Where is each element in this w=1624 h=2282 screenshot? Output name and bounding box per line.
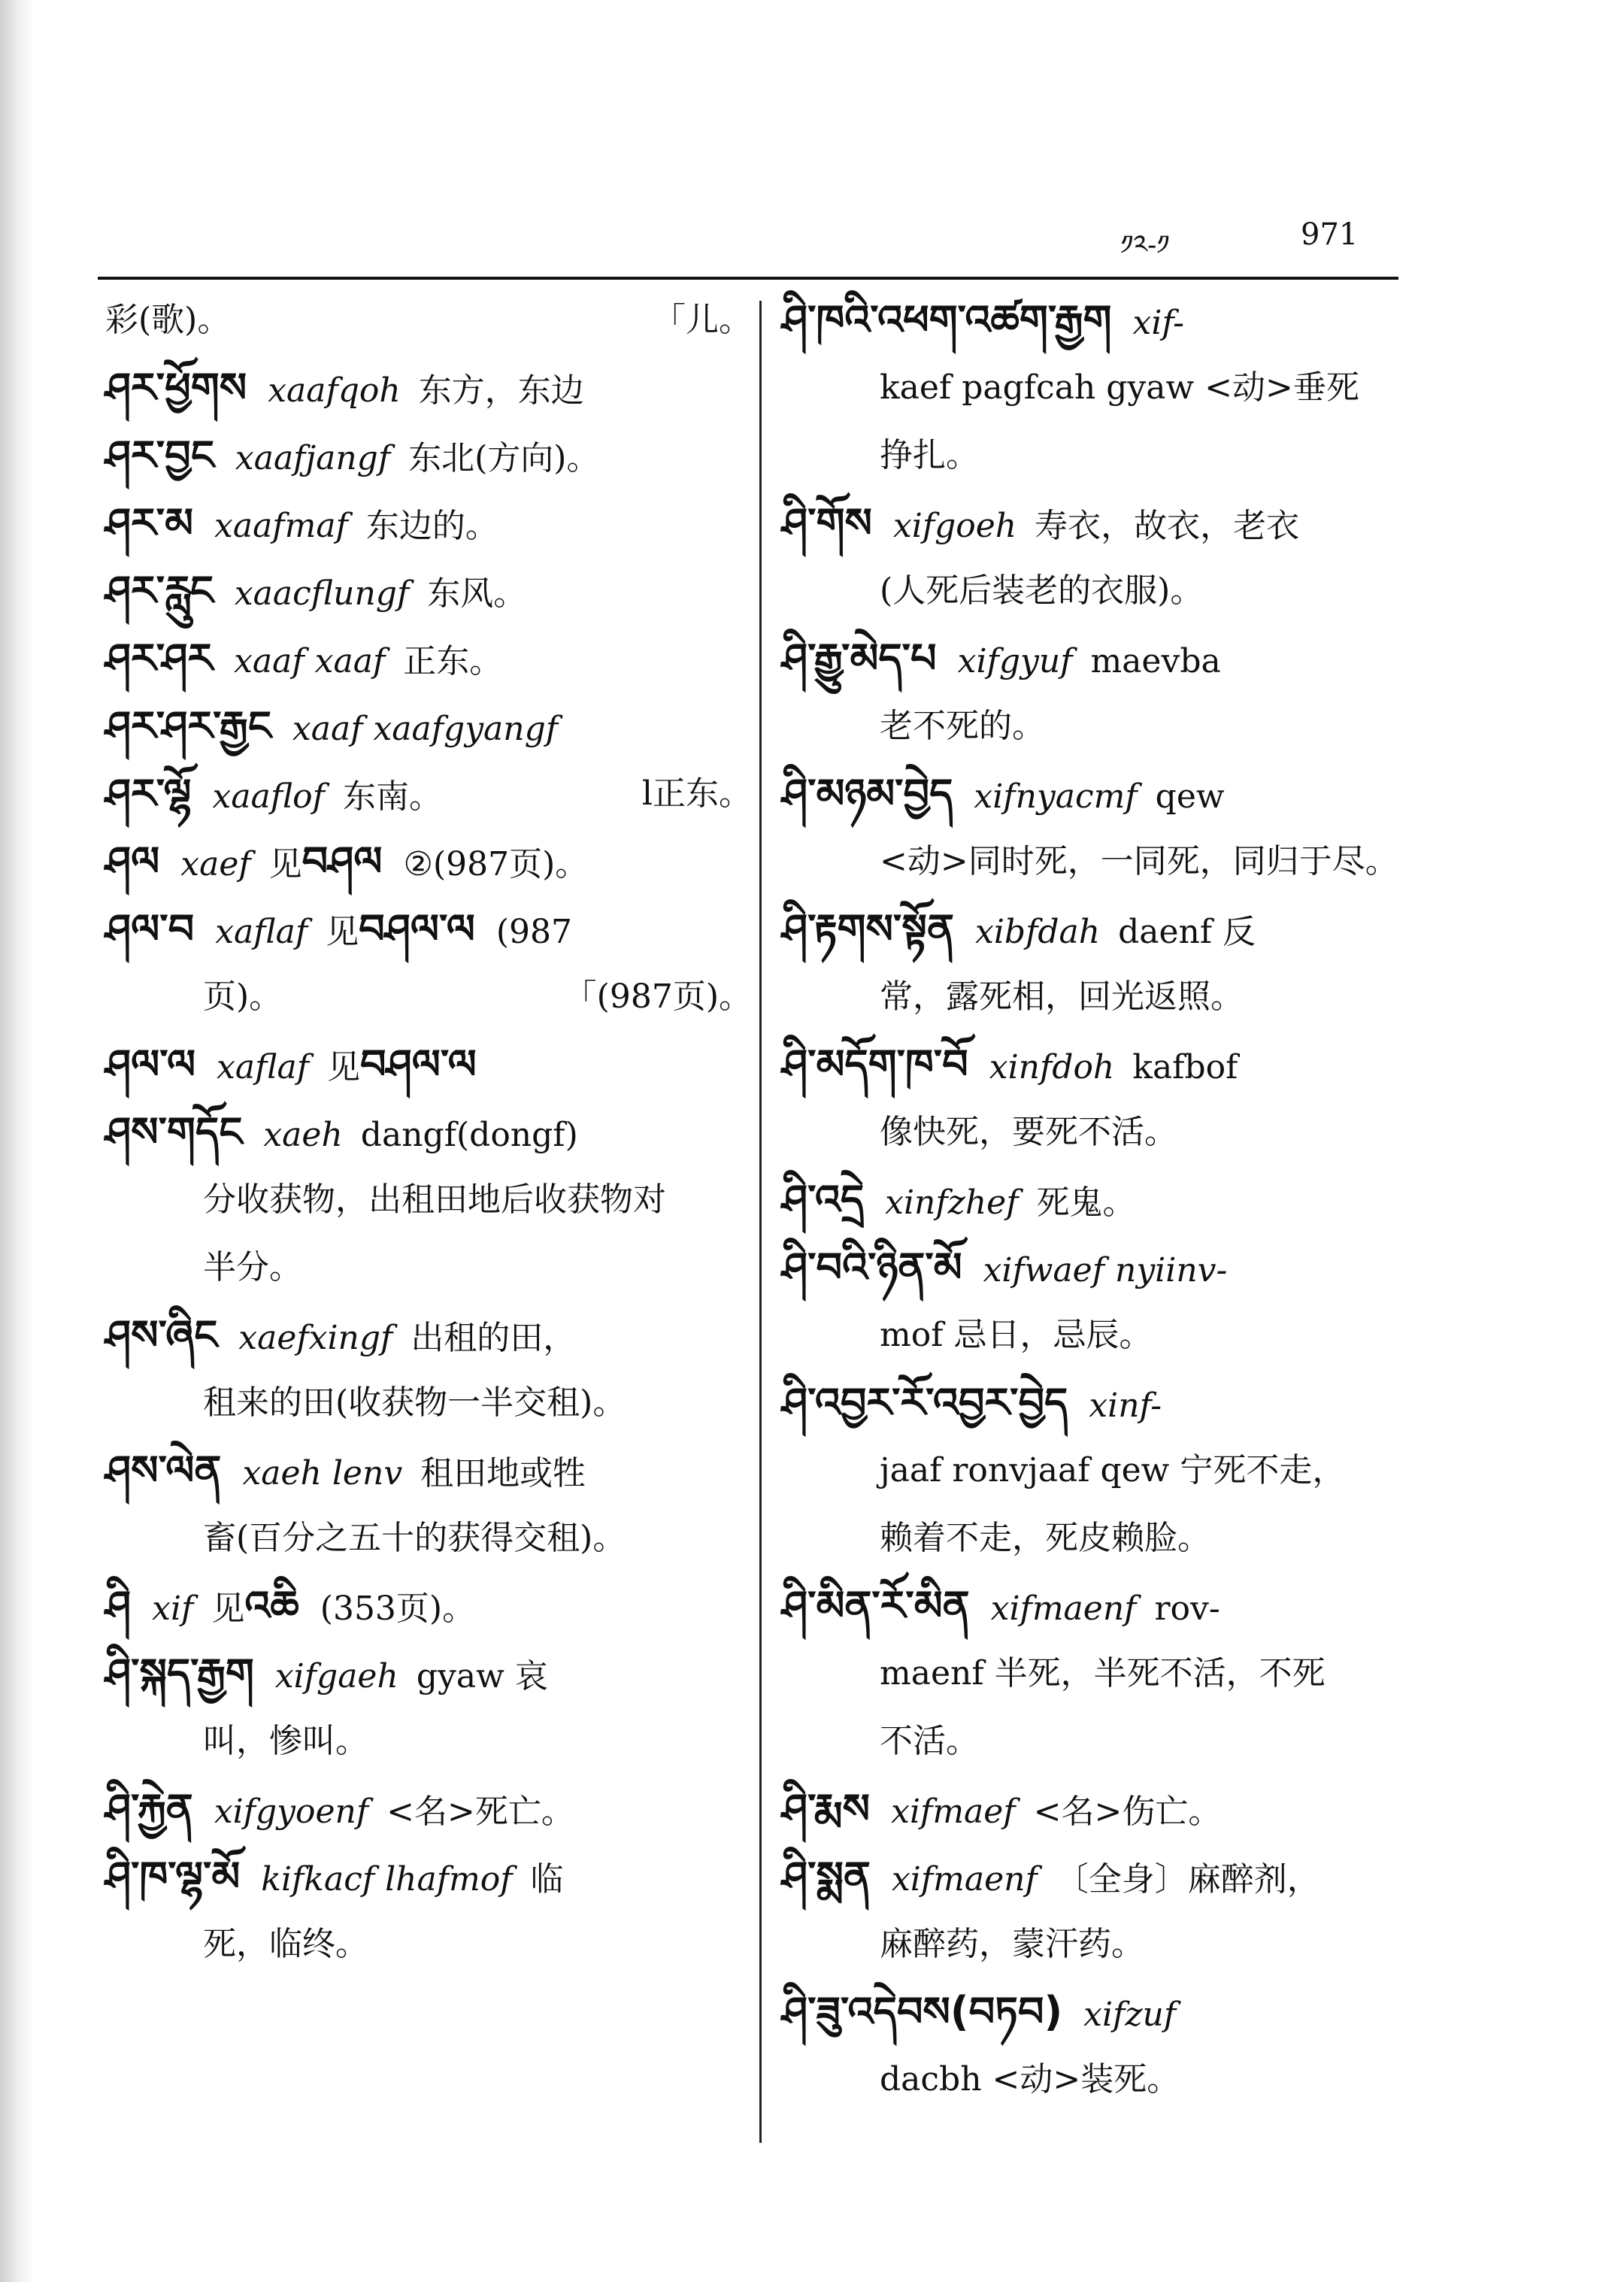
left-column <box>105 293 752 1985</box>
romanization: xifgyuf <box>957 642 1073 680</box>
definition-text: 出租的田， <box>411 1319 577 1357</box>
romanization: kifkacf lhafmof <box>261 1860 513 1899</box>
scan-edge <box>0 0 35 2282</box>
entry-continuation <box>782 564 1444 632</box>
headword-tibetan: ཤས་ཞིང <box>105 1311 218 1359</box>
page-header <box>1120 214 1436 259</box>
entry-continuation <box>105 1173 752 1241</box>
entry-continuation <box>782 1917 1444 1985</box>
margin-note: l正东。 <box>641 774 752 813</box>
entry-headline <box>782 767 1444 835</box>
dictionary-entry <box>782 1241 1444 1376</box>
headword-tibetan: ཤི་རྟགས་སྟོན <box>782 905 955 953</box>
entry-continuation <box>782 1444 1444 1511</box>
definition-text: kafbof <box>1132 1048 1238 1086</box>
romanization: xaeh lenv <box>242 1454 403 1493</box>
definition-text: 赖着不走，死皮赖脸。 <box>880 1519 1210 1557</box>
entry-headline <box>782 1579 1444 1647</box>
headword-tibetan: ཤི་རྒྱུ་མེད་པ <box>782 635 937 682</box>
entry-headline <box>782 496 1444 564</box>
romanization: xifmaenf <box>891 1860 1038 1899</box>
dictionary-entry <box>105 1038 752 1105</box>
definition-text: dangf(dongf) <box>360 1116 578 1154</box>
headword-tibetan: ཤར་རླུང <box>105 567 214 614</box>
definition-text: mof 忌日，忌辰。 <box>880 1316 1153 1354</box>
headword-tibetan: ཤི་རྨས <box>782 1785 871 1832</box>
definition-text: dacbh <动>装死。 <box>880 2060 1180 2099</box>
entry-headline <box>105 429 752 496</box>
entry-continuation <box>782 1308 1444 1376</box>
definition-text: 畜(百分之五十的获得交租)。 <box>203 1519 626 1557</box>
romanization: xaafmaf <box>214 507 348 545</box>
definition-text: qew <box>1155 777 1225 816</box>
dictionary-entry <box>105 1782 752 1850</box>
dictionary-entry <box>105 767 752 835</box>
headword-tibetan: ཤི་འབྱར་རོ་འབྱར་བྱེད <box>782 1379 1068 1426</box>
dictionary-entry <box>782 1985 1444 2120</box>
dictionary-entry <box>105 564 752 632</box>
dictionary-entry <box>782 1173 1444 1241</box>
dictionary-entry <box>105 1308 752 1444</box>
headword-tibetan: ཤི་མདོག་ཁ་བོ <box>782 1041 968 1088</box>
romanization: xifzuf <box>1083 1996 1177 2034</box>
headword-tibetan: ཤར་མ <box>105 499 194 547</box>
entry-headline <box>105 767 752 835</box>
headword-tibetan: ཤར་ལྷོ <box>105 770 192 817</box>
dictionary-entry <box>782 1579 1444 1782</box>
definition-text: 麻醉药，蒙汗药。 <box>880 1925 1144 1963</box>
entry-continuation <box>782 361 1444 429</box>
romanization: xifwaef nyiinv- <box>983 1251 1228 1289</box>
definition-text: 租田地或牲 <box>420 1454 586 1493</box>
entry-continuation <box>782 699 1444 767</box>
entry-headline <box>105 1850 752 1917</box>
romanization: xifmaenf <box>990 1590 1137 1628</box>
romanization: xaflaf <box>217 1048 310 1086</box>
romanization: xifgoeh <box>892 507 1017 545</box>
headword-tibetan: ཤི་སྐད་རྒྱག <box>105 1650 254 1697</box>
definition-text: 见 <box>268 845 302 883</box>
entry-headline <box>782 1241 1444 1308</box>
dictionary-entry <box>105 496 752 564</box>
definition-text: 正东。 <box>403 642 503 680</box>
margin-note: 「儿。 <box>653 301 752 339</box>
entry-headline <box>105 1444 752 1511</box>
headword-tibetan: ཤར་ཕྱོགས <box>105 364 247 411</box>
definition-text: 东边的。 <box>365 507 498 545</box>
definition-text: 页)。 <box>203 977 283 1016</box>
entry-continuation <box>105 970 752 1038</box>
entry-headline <box>105 564 752 632</box>
entry-continuation <box>782 970 1444 1038</box>
dictionary-entry <box>105 1647 752 1782</box>
entry-headline <box>105 1782 752 1850</box>
entry-continuation <box>782 1511 1444 1579</box>
entry-headline <box>782 902 1444 970</box>
cross-reference-tibetan: བཤལ <box>301 838 383 885</box>
entry-headline <box>105 1647 752 1714</box>
entry-headline <box>105 1038 752 1105</box>
romanization: xaeh <box>263 1116 343 1154</box>
headword-tibetan: ཤི <box>105 1582 132 1629</box>
entry-continuation <box>782 835 1444 902</box>
definition-text: daenf 反 <box>1118 913 1256 951</box>
entry-headline <box>105 361 752 429</box>
headword-tibetan: ཤི་རྐྱེན <box>105 1785 193 1832</box>
definition-text: 分收获物，出租田地后收获物对 <box>203 1180 666 1219</box>
entry-headline <box>105 1579 752 1647</box>
headword-tibetan: ཤི་ཁའི་འཕག་འཚག་རྒྱག <box>782 296 1112 344</box>
dictionary-entry <box>105 632 752 699</box>
entry-headline <box>105 632 752 699</box>
entry-headline <box>105 835 752 902</box>
definition-text: <名>死亡。 <box>386 1793 574 1831</box>
entry-headline <box>105 293 752 361</box>
entry-continuation <box>105 1714 752 1782</box>
definition-text: 临 <box>530 1860 564 1899</box>
romanization: xif <box>152 1590 194 1628</box>
entry-continuation <box>782 429 1444 496</box>
entry-headline <box>782 293 1444 361</box>
header-tibetan-range: ༡༢-༡ <box>1120 230 1170 261</box>
headword-tibetan: ཤི་བའི་ཉིན་མོ <box>782 1244 962 1291</box>
headword-tibetan: ཤི་ཁ་ལྷ་མོ <box>105 1853 241 1900</box>
romanization: xaafqoh <box>268 371 401 410</box>
cross-reference-tibetan: བཤལ་ལ <box>360 1041 477 1088</box>
entry-headline <box>782 1038 1444 1105</box>
entry-continuation <box>782 1714 1444 1782</box>
dictionary-entry <box>782 1038 1444 1173</box>
headword-tibetan: ཤལ་ལ <box>105 1041 196 1088</box>
cross-reference-tibetan: འཆི <box>244 1582 299 1629</box>
definition-text: 东北(方向)。 <box>408 439 600 477</box>
romanization: xaacflungf <box>234 574 410 613</box>
definition-text: 东风。 <box>427 574 527 613</box>
definition-text: <名>伤亡。 <box>1033 1793 1222 1831</box>
dictionary-entry <box>782 902 1444 1038</box>
entry-headline <box>782 1850 1444 1917</box>
definition-text: 死鬼。 <box>1036 1183 1136 1222</box>
definition-text: kaef pagfcah gyaw <动>垂死 <box>880 368 1359 407</box>
romanization: xaefxingf <box>238 1319 393 1357</box>
entry-headline <box>782 632 1444 699</box>
romanization: xifmaef <box>891 1793 1016 1831</box>
romanization: xaafjangf <box>235 439 391 477</box>
romanization: xif- <box>1132 304 1185 342</box>
romanization: xifnyacmf <box>974 777 1138 816</box>
definition-text: rov- <box>1154 1590 1220 1628</box>
romanization: xifgaeh <box>274 1657 398 1696</box>
headword-tibetan: ཤར་ཤར་རྒྱང <box>105 702 271 750</box>
romanization: xaaf xaafgyangf <box>292 710 559 748</box>
definition-text: <动>同时死，一同死，同归于尽。 <box>880 842 1398 880</box>
dictionary-entry <box>105 835 752 902</box>
dictionary-entry <box>782 496 1444 632</box>
entry-continuation <box>782 2053 1444 2120</box>
definition-text: 见 <box>326 913 359 951</box>
page-number: 971 <box>1301 217 1359 252</box>
entry-headline <box>782 1985 1444 2053</box>
headword-tibetan: ཤི་སྨན <box>782 1853 871 1900</box>
romanization: xaaf xaaf <box>234 642 386 680</box>
definition-text: 见 <box>211 1590 245 1628</box>
cross-reference-tibetan: བཤལ་ལ <box>359 905 475 953</box>
definition-text: 像快死，要死不活。 <box>880 1113 1177 1151</box>
dictionary-entry <box>105 1579 752 1647</box>
cross-reference-page: ②(987页)。 <box>403 845 589 883</box>
romanization: xaef <box>180 845 251 883</box>
column-divider <box>759 301 762 2143</box>
dictionary-entry <box>105 699 752 767</box>
headword-tibetan: ཤར་ཤར <box>105 635 214 682</box>
entry-headline <box>105 902 752 970</box>
entry-continuation <box>782 1647 1444 1714</box>
headword-tibetan: ཤལ་བ <box>105 905 195 953</box>
romanization: xinfdoh <box>989 1048 1115 1086</box>
entry-continuation <box>105 1241 752 1308</box>
definition-text: 老不死的。 <box>880 707 1045 745</box>
definition-text: 不活。 <box>880 1722 979 1760</box>
headword-tibetan: ཤི་མཉམ་བྱེད <box>782 770 953 817</box>
cross-reference-page: (353页)。 <box>320 1590 476 1628</box>
dictionary-entry <box>105 429 752 496</box>
entry-continuation <box>105 1376 752 1444</box>
header-rule <box>98 277 1398 280</box>
dictionary-entry <box>105 1105 752 1308</box>
entry-headline <box>782 1173 1444 1241</box>
entry-headline <box>782 1782 1444 1850</box>
definition-text: 彩(歌)。 <box>105 301 231 339</box>
dictionary-entry <box>782 632 1444 767</box>
definition-text: 半分。 <box>203 1248 302 1286</box>
headword-tibetan: ཤི་མིན་རོ་མིན <box>782 1582 970 1629</box>
definition-text: 常，露死相，回光返照。 <box>880 977 1244 1016</box>
definition-text: jaaf ronvjaaf qew 宁死不走， <box>880 1451 1346 1490</box>
dictionary-entry <box>782 1376 1444 1579</box>
headword-tibetan: ཤལ <box>105 838 160 885</box>
cross-reference-page: (987 <box>495 913 573 951</box>
headword-tibetan: ཤི་གོས <box>782 499 872 547</box>
definition-text: 寿衣，故衣，老衣 <box>1035 507 1300 545</box>
entry-continuation <box>105 1917 752 1985</box>
dictionary-entry <box>105 293 752 361</box>
headword-tibetan: ཤི་འདྲེ <box>782 1176 865 1223</box>
romanization: xaaflof <box>212 777 325 816</box>
definition-text: 东方，东边 <box>418 371 584 410</box>
dictionary-entry <box>782 293 1444 496</box>
headword-tibetan: ཤར་བྱང <box>105 432 214 479</box>
entry-headline <box>105 496 752 564</box>
definition-text: (人死后装老的衣服)。 <box>880 571 1204 610</box>
entry-continuation <box>105 1511 752 1579</box>
romanization: xinfzhef <box>885 1183 1019 1222</box>
definition-text: maenf 半死，半死不活，不死 <box>880 1654 1326 1693</box>
headword-tibetan: ཤས་ལེན <box>105 1447 222 1494</box>
headword-tibetan: ཤས་གདོང <box>105 1108 243 1156</box>
entry-headline <box>782 1376 1444 1444</box>
dictionary-entry <box>105 1444 752 1579</box>
margin-note: 「(987页)。 <box>563 977 752 1016</box>
romanization: xaflaf <box>215 913 308 951</box>
dictionary-entry <box>782 1850 1444 1985</box>
dictionary-entry <box>105 361 752 429</box>
romanization: xinf- <box>1089 1386 1162 1425</box>
dictionary-entry <box>782 1782 1444 1850</box>
definition-text: 叫，惨叫。 <box>203 1722 368 1760</box>
romanization: xifgyoenf <box>214 1793 369 1831</box>
definition-text: 租来的田(收获物一半交租)。 <box>203 1383 626 1422</box>
headword-tibetan: ཤི་ཟུ་འདེབས(བཏབ) <box>782 1988 1063 2035</box>
definition-text: 〔全身〕麻醉剂， <box>1055 1860 1320 1899</box>
dictionary-entry <box>105 1850 752 1985</box>
romanization: xibfdah <box>975 913 1101 951</box>
definition-text: 东南。 <box>342 777 442 816</box>
dictionary-entry <box>105 902 752 1038</box>
definition-text: gyaw 哀 <box>416 1657 548 1696</box>
definition-text: 死，临终。 <box>203 1925 368 1963</box>
definition-text: 挣扎。 <box>880 436 979 474</box>
right-column <box>782 293 1444 2120</box>
entry-headline <box>105 699 752 767</box>
dictionary-entry <box>782 767 1444 902</box>
entry-headline <box>105 1105 752 1173</box>
entry-continuation <box>782 1105 1444 1173</box>
entry-headline <box>105 1308 752 1376</box>
definition-text: maevba <box>1090 642 1221 680</box>
definition-text: 见 <box>327 1048 361 1086</box>
